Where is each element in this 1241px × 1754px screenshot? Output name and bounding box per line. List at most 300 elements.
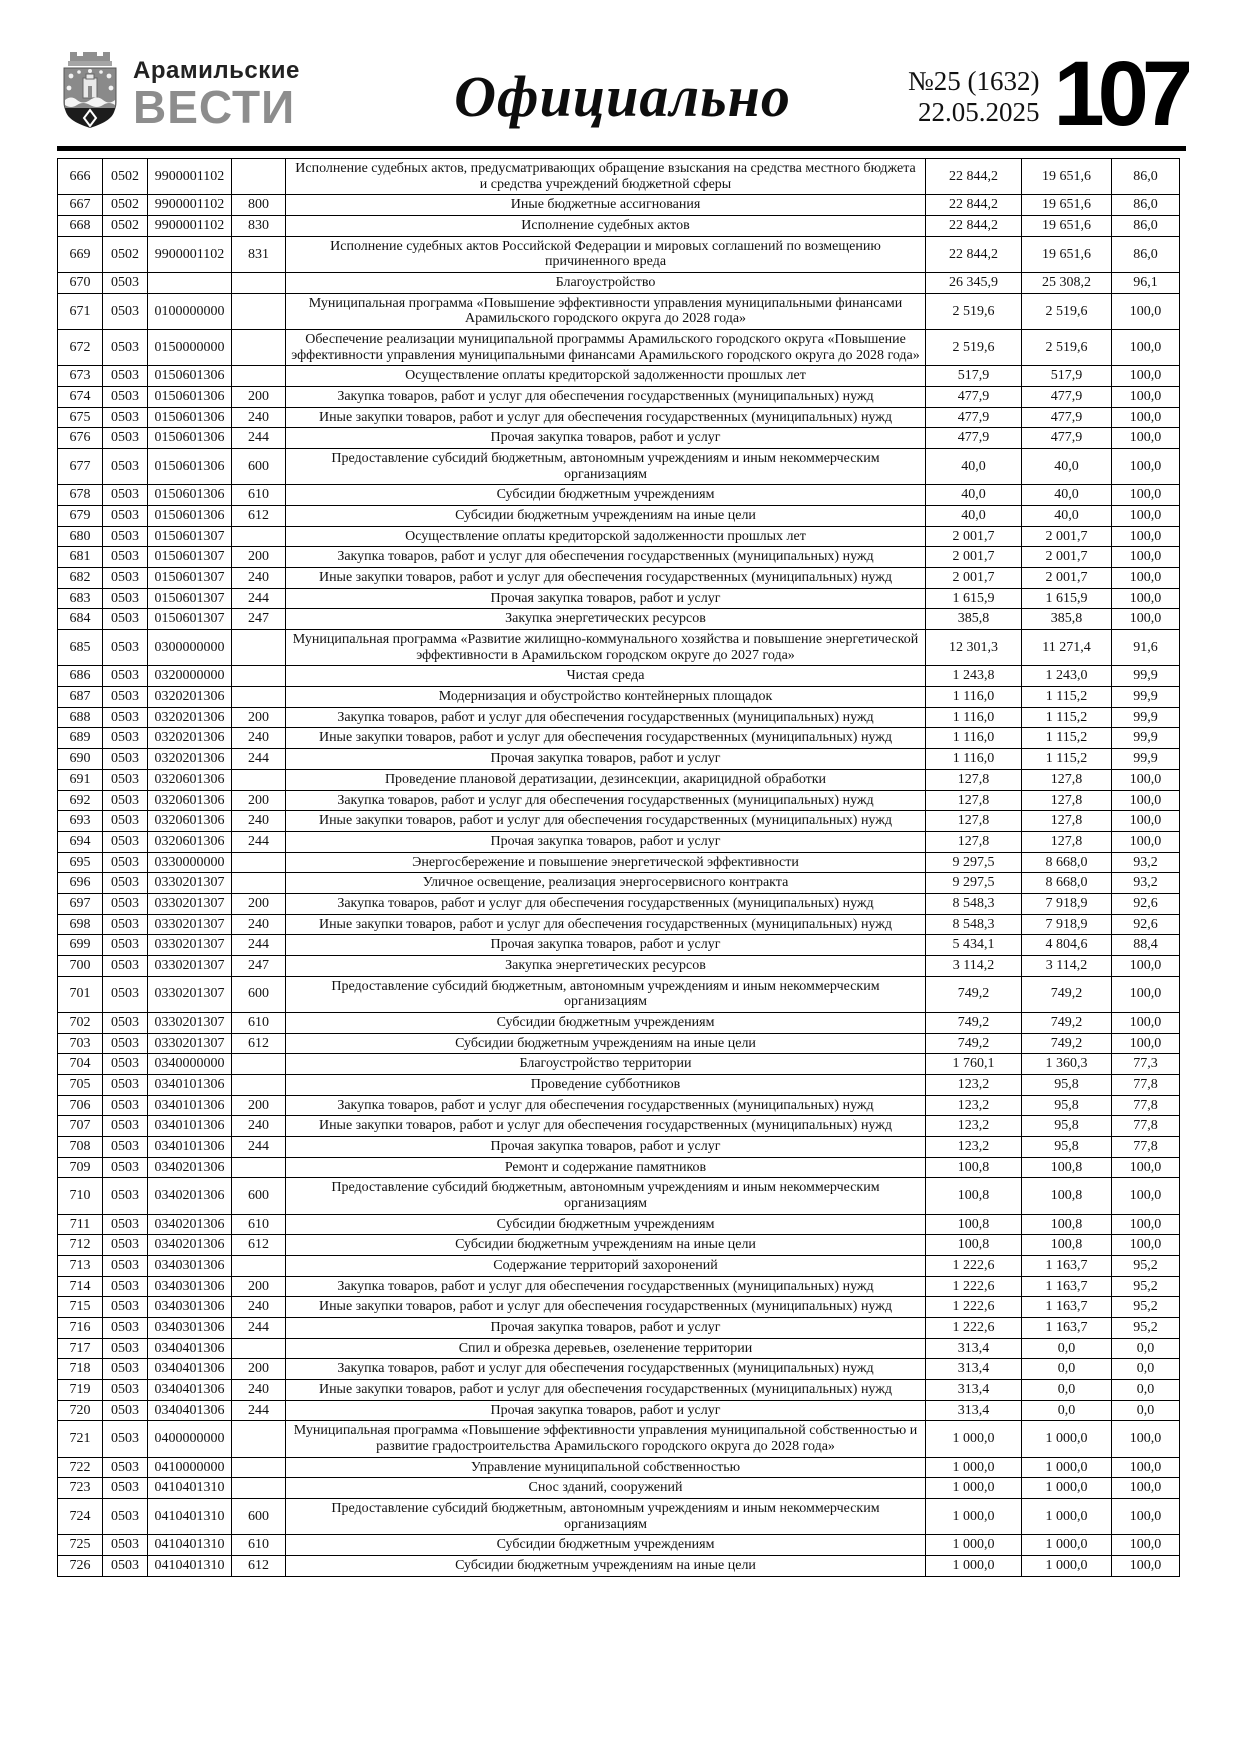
target-item-code-cell: 0340401306 [148, 1359, 232, 1380]
percent-executed-cell: 100,0 [1112, 811, 1180, 832]
target-item-code-cell: 0330201307 [148, 1033, 232, 1054]
amount-planned-cell: 127,8 [926, 790, 1022, 811]
percent-executed-cell: 100,0 [1112, 449, 1180, 485]
section-code-cell: 0503 [103, 547, 148, 568]
expense-type-code-cell: 247 [232, 955, 286, 976]
section-code-cell: 0503 [103, 330, 148, 366]
amount-planned-cell: 9 297,5 [926, 852, 1022, 873]
expense-type-code-cell: 800 [232, 195, 286, 216]
expense-type-code-cell [232, 1255, 286, 1276]
expense-name-cell: Уличное освещение, реализация энергосервисного контракта [286, 873, 926, 894]
table-row [58, 407, 1180, 428]
amount-planned-cell: 1 222,6 [926, 1297, 1022, 1318]
table-row [58, 216, 1180, 237]
amount-executed-cell: 1 163,7 [1022, 1255, 1112, 1276]
percent-executed-cell: 100,0 [1112, 330, 1180, 366]
expense-type-code-cell: 244 [232, 1317, 286, 1338]
amount-planned-cell: 1 000,0 [926, 1499, 1022, 1535]
amount-executed-cell: 0,0 [1022, 1338, 1112, 1359]
amount-executed-cell: 4 804,6 [1022, 935, 1112, 956]
section-code-cell: 0503 [103, 955, 148, 976]
newspaper-title-line2: ВЕСТИ [133, 81, 296, 133]
expense-name-cell: Прочая закупка товаров, работ и услуг [286, 1317, 926, 1338]
section-code-cell: 0502 [103, 195, 148, 216]
newspaper-logo [57, 48, 337, 132]
percent-executed-cell: 100,0 [1112, 1421, 1180, 1457]
amount-executed-cell: 1 000,0 [1022, 1421, 1112, 1457]
expense-name-cell: Проведение плановой дератизации, дезинсекции, акарицидной обработки [286, 769, 926, 790]
row-number-cell: 678 [58, 485, 103, 506]
amount-executed-cell: 477,9 [1022, 387, 1112, 408]
amount-planned-cell: 477,9 [926, 428, 1022, 449]
budget-table-body [58, 159, 1180, 1577]
percent-executed-cell: 95,2 [1112, 1255, 1180, 1276]
target-item-code-cell: 0330201307 [148, 893, 232, 914]
target-item-code-cell: 0150601306 [148, 407, 232, 428]
amount-planned-cell: 22 844,2 [926, 216, 1022, 237]
expense-name-cell: Благоустройство [286, 273, 926, 294]
expense-type-code-cell: 610 [232, 1535, 286, 1556]
target-item-code-cell: 0320601306 [148, 811, 232, 832]
expense-name-cell: Предоставление субсидий бюджетным, автономным учреждениям и иным некоммерческим организациям [286, 449, 926, 485]
section-code-cell: 0503 [103, 1421, 148, 1457]
amount-executed-cell: 1 115,2 [1022, 707, 1112, 728]
table-row [58, 428, 1180, 449]
section-code-cell: 0503 [103, 935, 148, 956]
percent-executed-cell: 0,0 [1112, 1400, 1180, 1421]
expense-type-code-cell: 600 [232, 1178, 286, 1214]
amount-executed-cell: 0,0 [1022, 1379, 1112, 1400]
table-row [58, 506, 1180, 527]
table-row [58, 1214, 1180, 1235]
expense-type-code-cell [232, 293, 286, 329]
expense-name-cell: Прочая закупка товаров, работ и услуг [286, 588, 926, 609]
percent-executed-cell: 100,0 [1112, 955, 1180, 976]
target-item-code-cell: 0150601307 [148, 588, 232, 609]
expense-name-cell: Иные закупки товаров, работ и услуг для обеспечения государственных (муниципальных) нужд [286, 407, 926, 428]
expense-name-cell: Закупка товаров, работ и услуг для обеспечения государственных (муниципальных) нужд [286, 1095, 926, 1116]
expense-name-cell: Муниципальная программа «Развитие жилищно-коммунального хозяйства и повышение энергетической эффективности в Арамильском городском округе до 2027 года» [286, 630, 926, 666]
amount-executed-cell: 1 000,0 [1022, 1478, 1112, 1499]
expense-type-code-cell: 240 [232, 1297, 286, 1318]
amount-planned-cell: 1 615,9 [926, 588, 1022, 609]
row-number-cell: 712 [58, 1235, 103, 1256]
expense-name-cell: Прочая закупка товаров, работ и услуг [286, 831, 926, 852]
target-item-code-cell: 0150601306 [148, 428, 232, 449]
expense-name-cell: Закупка товаров, работ и услуг для обеспечения государственных (муниципальных) нужд [286, 1276, 926, 1297]
table-row [58, 1457, 1180, 1478]
expense-type-code-cell: 240 [232, 914, 286, 935]
expense-name-cell: Иные закупки товаров, работ и услуг для обеспечения государственных (муниципальных) нужд [286, 1297, 926, 1318]
target-item-code-cell: 0150601306 [148, 506, 232, 527]
amount-executed-cell: 11 271,4 [1022, 630, 1112, 666]
amount-planned-cell: 2 001,7 [926, 547, 1022, 568]
expense-name-cell: Предоставление субсидий бюджетным, автономным учреждениям и иным некоммерческим организациям [286, 1178, 926, 1214]
amount-planned-cell: 40,0 [926, 485, 1022, 506]
percent-executed-cell: 77,8 [1112, 1116, 1180, 1137]
table-row [58, 687, 1180, 708]
section-code-cell: 0503 [103, 1116, 148, 1137]
table-row [58, 330, 1180, 366]
percent-executed-cell: 93,2 [1112, 873, 1180, 894]
amount-executed-cell: 3 114,2 [1022, 955, 1112, 976]
percent-executed-cell: 100,0 [1112, 609, 1180, 630]
expense-type-code-cell [232, 769, 286, 790]
percent-executed-cell: 100,0 [1112, 831, 1180, 852]
expense-name-cell: Закупка товаров, работ и услуг для обеспечения государственных (муниципальных) нужд [286, 387, 926, 408]
section-code-cell: 0503 [103, 526, 148, 547]
table-row [58, 1421, 1180, 1457]
section-code-cell: 0503 [103, 728, 148, 749]
section-code-cell: 0503 [103, 1556, 148, 1577]
row-number-cell: 705 [58, 1074, 103, 1095]
table-row [58, 831, 1180, 852]
expense-type-code-cell: 240 [232, 407, 286, 428]
target-item-code-cell: 0330201307 [148, 976, 232, 1012]
row-number-cell: 686 [58, 666, 103, 687]
expense-name-cell: Иные закупки товаров, работ и услуг для обеспечения государственных (муниципальных) нужд [286, 914, 926, 935]
amount-executed-cell: 1 243,0 [1022, 666, 1112, 687]
expense-type-code-cell [232, 852, 286, 873]
amount-planned-cell: 477,9 [926, 407, 1022, 428]
expense-name-cell: Энергосбережение и повышение энергетической эффективности [286, 852, 926, 873]
amount-executed-cell: 95,8 [1022, 1095, 1112, 1116]
section-code-cell: 0503 [103, 914, 148, 935]
section-code-cell: 0503 [103, 485, 148, 506]
row-number-cell: 709 [58, 1157, 103, 1178]
row-number-cell: 725 [58, 1535, 103, 1556]
expense-name-cell: Прочая закупка товаров, работ и услуг [286, 749, 926, 770]
expense-type-code-cell: 200 [232, 1276, 286, 1297]
page-header [57, 40, 1186, 145]
target-item-code-cell: 0340101306 [148, 1136, 232, 1157]
table-row [58, 1136, 1180, 1157]
percent-executed-cell: 100,0 [1112, 769, 1180, 790]
amount-planned-cell: 1 222,6 [926, 1255, 1022, 1276]
amount-executed-cell: 477,9 [1022, 428, 1112, 449]
percent-executed-cell: 100,0 [1112, 1457, 1180, 1478]
amount-planned-cell: 1 000,0 [926, 1535, 1022, 1556]
expense-type-code-cell: 610 [232, 485, 286, 506]
expense-type-code-cell: 830 [232, 216, 286, 237]
expense-type-code-cell [232, 273, 286, 294]
amount-planned-cell: 127,8 [926, 769, 1022, 790]
expense-type-code-cell [232, 1478, 286, 1499]
amount-executed-cell: 19 651,6 [1022, 195, 1112, 216]
amount-planned-cell: 1 116,0 [926, 749, 1022, 770]
section-code-cell: 0503 [103, 707, 148, 728]
target-item-code-cell: 0320201306 [148, 749, 232, 770]
row-number-cell: 724 [58, 1499, 103, 1535]
table-row [58, 568, 1180, 589]
row-number-cell: 721 [58, 1421, 103, 1457]
amount-executed-cell: 100,8 [1022, 1157, 1112, 1178]
amount-executed-cell: 95,8 [1022, 1116, 1112, 1137]
percent-executed-cell: 100,0 [1112, 1556, 1180, 1577]
amount-planned-cell: 40,0 [926, 506, 1022, 527]
expense-type-code-cell: 244 [232, 1400, 286, 1421]
target-item-code-cell: 0340201306 [148, 1214, 232, 1235]
amount-executed-cell: 127,8 [1022, 831, 1112, 852]
issue-date: 22.05.2025 [918, 96, 1040, 127]
percent-executed-cell: 100,0 [1112, 506, 1180, 527]
issue-number: №25 (1632) [908, 65, 1040, 96]
amount-planned-cell: 313,4 [926, 1338, 1022, 1359]
expense-name-cell: Закупка товаров, работ и услуг для обеспечения государственных (муниципальных) нужд [286, 893, 926, 914]
table-row [58, 707, 1180, 728]
percent-executed-cell: 100,0 [1112, 1157, 1180, 1178]
target-item-code-cell: 0410401310 [148, 1478, 232, 1499]
section-code-cell: 0503 [103, 1033, 148, 1054]
table-row [58, 1095, 1180, 1116]
percent-executed-cell: 99,9 [1112, 728, 1180, 749]
amount-planned-cell: 12 301,3 [926, 630, 1022, 666]
amount-planned-cell: 2 001,7 [926, 568, 1022, 589]
target-item-code-cell: 0340201306 [148, 1178, 232, 1214]
section-title: Официально [454, 64, 791, 129]
percent-executed-cell: 100,0 [1112, 1012, 1180, 1033]
row-number-cell: 713 [58, 1255, 103, 1276]
amount-planned-cell: 1 000,0 [926, 1421, 1022, 1457]
percent-executed-cell: 100,0 [1112, 293, 1180, 329]
section-code-cell: 0503 [103, 387, 148, 408]
row-number-cell: 676 [58, 428, 103, 449]
amount-executed-cell: 2 519,6 [1022, 293, 1112, 329]
target-item-code-cell: 0340000000 [148, 1054, 232, 1075]
section-code-cell: 0503 [103, 790, 148, 811]
row-number-cell: 708 [58, 1136, 103, 1157]
target-item-code-cell: 0340401306 [148, 1400, 232, 1421]
percent-executed-cell: 100,0 [1112, 526, 1180, 547]
expense-name-cell: Прочая закупка товаров, работ и услуг [286, 1400, 926, 1421]
expense-name-cell: Субсидии бюджетным учреждениям на иные цели [286, 1556, 926, 1577]
percent-executed-cell: 100,0 [1112, 428, 1180, 449]
row-number-cell: 683 [58, 588, 103, 609]
expense-name-cell: Чистая среда [286, 666, 926, 687]
row-number-cell: 707 [58, 1116, 103, 1137]
expense-name-cell: Снос зданий, сооружений [286, 1478, 926, 1499]
section-code-cell: 0503 [103, 687, 148, 708]
row-number-cell: 684 [58, 609, 103, 630]
percent-executed-cell: 88,4 [1112, 935, 1180, 956]
expense-name-cell: Иные закупки товаров, работ и услуг для обеспечения государственных (муниципальных) нужд [286, 728, 926, 749]
table-row [58, 387, 1180, 408]
section-code-cell: 0503 [103, 293, 148, 329]
percent-executed-cell: 99,9 [1112, 666, 1180, 687]
target-item-code-cell: 0330201307 [148, 935, 232, 956]
target-item-code-cell: 0340301306 [148, 1297, 232, 1318]
amount-planned-cell: 8 548,3 [926, 914, 1022, 935]
amount-executed-cell: 100,8 [1022, 1235, 1112, 1256]
section-code-cell: 0503 [103, 893, 148, 914]
amount-executed-cell: 19 651,6 [1022, 216, 1112, 237]
amount-executed-cell: 749,2 [1022, 1012, 1112, 1033]
percent-executed-cell: 95,2 [1112, 1276, 1180, 1297]
amount-executed-cell: 1 163,7 [1022, 1317, 1112, 1338]
section-code-cell: 0503 [103, 1359, 148, 1380]
target-item-code-cell: 0150601307 [148, 568, 232, 589]
amount-executed-cell: 19 651,6 [1022, 236, 1112, 272]
row-number-cell: 719 [58, 1379, 103, 1400]
table-row [58, 1297, 1180, 1318]
section-code-cell: 0503 [103, 1400, 148, 1421]
expense-name-cell: Субсидии бюджетным учреждениям [286, 1535, 926, 1556]
section-code-cell: 0503 [103, 749, 148, 770]
target-item-code-cell: 9900001102 [148, 159, 232, 195]
table-row [58, 749, 1180, 770]
table-row [58, 790, 1180, 811]
amount-executed-cell: 7 918,9 [1022, 893, 1112, 914]
row-number-cell: 679 [58, 506, 103, 527]
target-item-code-cell: 0400000000 [148, 1421, 232, 1457]
amount-executed-cell: 127,8 [1022, 769, 1112, 790]
section-code-cell: 0503 [103, 449, 148, 485]
table-row [58, 449, 1180, 485]
table-row [58, 1400, 1180, 1421]
percent-executed-cell: 100,0 [1112, 485, 1180, 506]
expense-type-code-cell: 610 [232, 1214, 286, 1235]
newspaper-title [133, 59, 300, 132]
table-row [58, 1379, 1180, 1400]
row-number-cell: 675 [58, 407, 103, 428]
expense-type-code-cell [232, 1338, 286, 1359]
amount-executed-cell: 1 115,2 [1022, 728, 1112, 749]
expense-name-cell: Иные закупки товаров, работ и услуг для обеспечения государственных (муниципальных) нужд [286, 1379, 926, 1400]
amount-planned-cell: 127,8 [926, 831, 1022, 852]
amount-planned-cell: 100,8 [926, 1178, 1022, 1214]
target-item-code-cell: 0340401306 [148, 1379, 232, 1400]
row-number-cell: 682 [58, 568, 103, 589]
percent-executed-cell: 86,0 [1112, 216, 1180, 237]
amount-planned-cell: 517,9 [926, 366, 1022, 387]
section-code-cell: 0503 [103, 1136, 148, 1157]
percent-executed-cell: 99,9 [1112, 687, 1180, 708]
amount-planned-cell: 1 116,0 [926, 687, 1022, 708]
expense-type-code-cell: 244 [232, 588, 286, 609]
section-code-cell: 0503 [103, 1457, 148, 1478]
expense-type-code-cell: 200 [232, 707, 286, 728]
amount-executed-cell: 40,0 [1022, 449, 1112, 485]
section-code-cell: 0502 [103, 236, 148, 272]
expense-type-code-cell: 200 [232, 790, 286, 811]
expense-name-cell: Субсидии бюджетным учреждениям [286, 1214, 926, 1235]
expense-name-cell: Муниципальная программа «Повышение эффективности управления муниципальной собственностью и развитие градостроительства Арамильского городского округа до 2028 года» [286, 1421, 926, 1457]
amount-planned-cell: 3 114,2 [926, 955, 1022, 976]
percent-executed-cell: 100,0 [1112, 568, 1180, 589]
percent-executed-cell: 93,2 [1112, 852, 1180, 873]
amount-planned-cell: 123,2 [926, 1116, 1022, 1137]
table-row [58, 273, 1180, 294]
row-number-cell: 669 [58, 236, 103, 272]
percent-executed-cell: 96,1 [1112, 273, 1180, 294]
table-row [58, 547, 1180, 568]
amount-planned-cell: 313,4 [926, 1400, 1022, 1421]
expense-name-cell: Закупка товаров, работ и услуг для обеспечения государственных (муниципальных) нужд [286, 547, 926, 568]
row-number-cell: 702 [58, 1012, 103, 1033]
amount-executed-cell: 0,0 [1022, 1400, 1112, 1421]
table-row [58, 1276, 1180, 1297]
coat-of-arms-icon [57, 48, 123, 132]
percent-executed-cell: 0,0 [1112, 1338, 1180, 1359]
percent-executed-cell: 92,6 [1112, 893, 1180, 914]
amount-executed-cell: 385,8 [1022, 609, 1112, 630]
expense-name-cell: Закупка энергетических ресурсов [286, 955, 926, 976]
section-code-cell: 0503 [103, 1157, 148, 1178]
expense-name-cell: Исполнение судебных актов Российской Федерации и мировых соглашений по возмещению причиненного вреда [286, 236, 926, 272]
amount-executed-cell: 2 519,6 [1022, 330, 1112, 366]
amount-executed-cell: 2 001,7 [1022, 568, 1112, 589]
expense-name-cell: Закупка товаров, работ и услуг для обеспечения государственных (муниципальных) нужд [286, 1359, 926, 1380]
section-code-cell: 0503 [103, 630, 148, 666]
amount-planned-cell: 22 844,2 [926, 159, 1022, 195]
row-number-cell: 687 [58, 687, 103, 708]
amount-planned-cell: 40,0 [926, 449, 1022, 485]
section-code-cell: 0503 [103, 609, 148, 630]
expense-name-cell: Прочая закупка товаров, работ и услуг [286, 1136, 926, 1157]
amount-planned-cell: 1 000,0 [926, 1556, 1022, 1577]
section-code-cell: 0503 [103, 273, 148, 294]
expense-name-cell: Субсидии бюджетным учреждениям на иные цели [286, 1033, 926, 1054]
amount-executed-cell: 7 918,9 [1022, 914, 1112, 935]
expense-type-code-cell: 200 [232, 1095, 286, 1116]
expense-name-cell: Субсидии бюджетным учреждениям на иные цели [286, 1235, 926, 1256]
amount-executed-cell: 1 360,3 [1022, 1054, 1112, 1075]
amount-executed-cell: 2 001,7 [1022, 547, 1112, 568]
amount-executed-cell: 1 000,0 [1022, 1457, 1112, 1478]
expense-type-code-cell: 240 [232, 811, 286, 832]
section-code-cell: 0503 [103, 666, 148, 687]
target-item-code-cell: 0330201307 [148, 873, 232, 894]
section-code-cell: 0503 [103, 1255, 148, 1276]
expense-type-code-cell [232, 366, 286, 387]
expense-name-cell: Муниципальная программа «Повышение эффективности управления муниципальными финансами Арамильского городского округа до 2028 года» [286, 293, 926, 329]
amount-executed-cell: 40,0 [1022, 506, 1112, 527]
issue-info [908, 66, 1040, 132]
section-code-cell: 0503 [103, 1178, 148, 1214]
percent-executed-cell: 77,8 [1112, 1136, 1180, 1157]
target-item-code-cell: 0330201307 [148, 914, 232, 935]
table-row [58, 159, 1180, 195]
amount-executed-cell: 1 115,2 [1022, 687, 1112, 708]
table-row [58, 914, 1180, 935]
target-item-code-cell: 0410401310 [148, 1535, 232, 1556]
amount-executed-cell: 1 163,7 [1022, 1297, 1112, 1318]
expense-type-code-cell: 244 [232, 935, 286, 956]
row-number-cell: 723 [58, 1478, 103, 1499]
row-number-cell: 716 [58, 1317, 103, 1338]
percent-executed-cell: 77,3 [1112, 1054, 1180, 1075]
table-row [58, 609, 1180, 630]
expense-type-code-cell [232, 1457, 286, 1478]
section-code-cell: 0503 [103, 506, 148, 527]
target-item-code-cell: 0320000000 [148, 666, 232, 687]
header-divider [57, 146, 1186, 151]
section-code-cell: 0503 [103, 407, 148, 428]
table-row [58, 1478, 1180, 1499]
percent-executed-cell: 100,0 [1112, 547, 1180, 568]
row-number-cell: 722 [58, 1457, 103, 1478]
expense-type-code-cell: 600 [232, 449, 286, 485]
table-row [58, 893, 1180, 914]
amount-planned-cell: 123,2 [926, 1074, 1022, 1095]
target-item-code-cell: 0340301306 [148, 1276, 232, 1297]
expense-type-code-cell [232, 1421, 286, 1457]
amount-planned-cell: 2 519,6 [926, 293, 1022, 329]
amount-executed-cell: 2 001,7 [1022, 526, 1112, 547]
target-item-code-cell: 0150601306 [148, 366, 232, 387]
amount-executed-cell: 8 668,0 [1022, 873, 1112, 894]
table-row [58, 811, 1180, 832]
